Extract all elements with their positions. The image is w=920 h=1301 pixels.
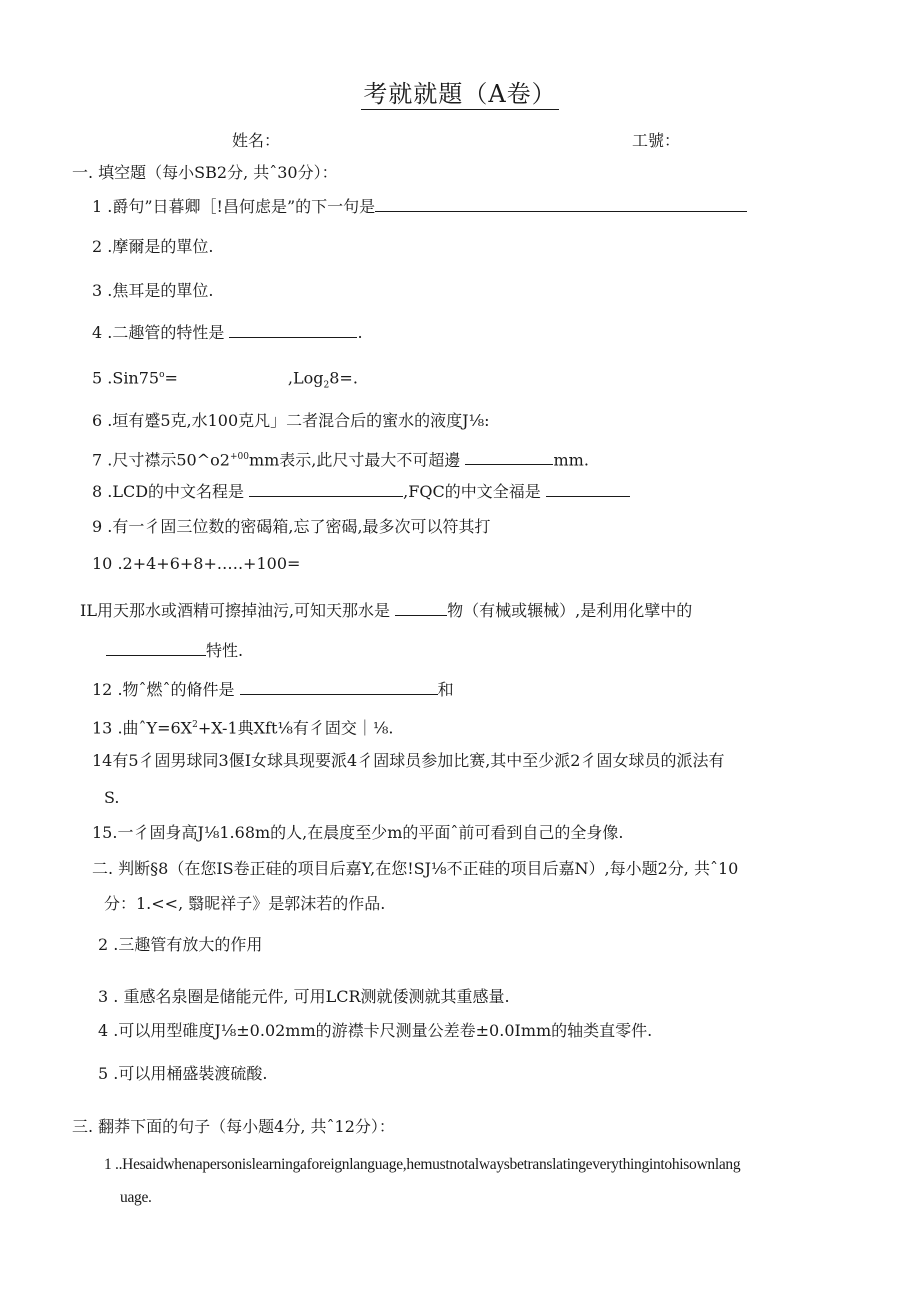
name-label: 姓名： [232, 131, 281, 150]
answer-blank[interactable] [375, 196, 747, 212]
question-1-1: 1 .爵句”日暮卿［!昌何虑是”的下一句是 [92, 196, 747, 218]
question-2-3: 3 . 重感名泉圈是储能元件, 可用LCR测就倭测就其重感量. [98, 987, 510, 1006]
question-1-10: 10 .2+4+6+8+.….+100= [92, 554, 301, 573]
answer-blank[interactable] [546, 481, 630, 497]
answer-blank[interactable] [465, 449, 553, 465]
question-3-1: 1 ..Hesaidwhenapersonislearningaforeignlanguage,hemustnotalwaysbetranslatingeverythingintohisownlang [104, 1156, 741, 1173]
question-2-5: 5 .可以用桶盛裝渡硫酸. [98, 1064, 268, 1083]
question-1-12: 12 .物ˆ燃ˆ的脩件是 和 [92, 680, 454, 699]
question-1-2: 2 .摩爾是的單位. [92, 237, 214, 256]
question-1-15: 15.一彳固身高J⅛1.68m的人,在晨度至少m的平面ˆ前可看到自己的全身像. [92, 823, 624, 842]
answer-blank[interactable] [229, 322, 357, 338]
answer-blank[interactable] [395, 600, 447, 616]
answer-blank[interactable] [106, 640, 206, 656]
question-1-3: 3 .焦耳是的單位. [92, 281, 214, 300]
question-1-8: 8 .LCD的中文名程是 ,FQC的中文全福是 [92, 481, 630, 503]
question-3-1-cont: uage. [120, 1189, 152, 1206]
question-1-9: 9 .有一彳固三位数的密碣箱,忘了密碣,最多次可以符其打 [92, 517, 491, 536]
question-2-4: 4 .可以用型碓度J⅛±0.02mm的游襟卡尺测量公差卷±0.0Imm的轴类直零件. [98, 1021, 653, 1040]
question-1-13: 13 .曲$ˆY=6X^2+X-1$典Xft⅛有彳固交｜⅛. [92, 718, 394, 738]
id-label: 工號： [632, 131, 681, 150]
question-1-4: 4 .二趣管的特性是 . [92, 323, 363, 342]
section3-heading: 三. 翻莽下面的句子（每小题4分, 共ˆ12分）： [72, 1117, 395, 1136]
exam-title: 考就就題（A卷） [363, 80, 557, 108]
question-1-11: IL用天那水或酒精可擦掉油污,可知天那水是 物（有械或辗械）,是利用化擘中的 [80, 601, 693, 620]
question-1-7: 7 .尺寸襟示$50\^{}o2^{+00}mm$表示,此尺寸最大不可超邊 mm. [92, 450, 589, 470]
question-1-14: 14有5彳固男球同3偃I女球具现要派4彳固球员参加比赛,其中至少派2彳固女球员的派法有 [92, 751, 725, 770]
answer-blank[interactable] [240, 679, 438, 695]
section2-heading: 二. 判断§8（在您IS卷正硅的项目后嘉Y,在您!SJ⅛不正硅的项目后嘉N）,每小题2分, 共ˆ10 [92, 859, 739, 878]
question-1-11-cont: 特性. [106, 640, 243, 662]
question-2-2: 2 .三趣管有放大的作用 [98, 935, 263, 954]
question-1-6: 6 .垣有蹙5克,水100克凡」二者混合后的蜜水的液度J⅛: [92, 411, 490, 430]
question-1-14-cont: S. [104, 788, 120, 807]
question-1-5: 5 $.Sin75^o= ,Log_28=$. [92, 368, 358, 391]
answer-blank[interactable] [249, 481, 403, 497]
question-2-1: 分：1.<<, 翳昵祥子》是郭沫若的作品. [104, 894, 386, 913]
section1-heading: 一. 填空題（每小SB2分, 共ˆ30分）： [72, 163, 338, 182]
